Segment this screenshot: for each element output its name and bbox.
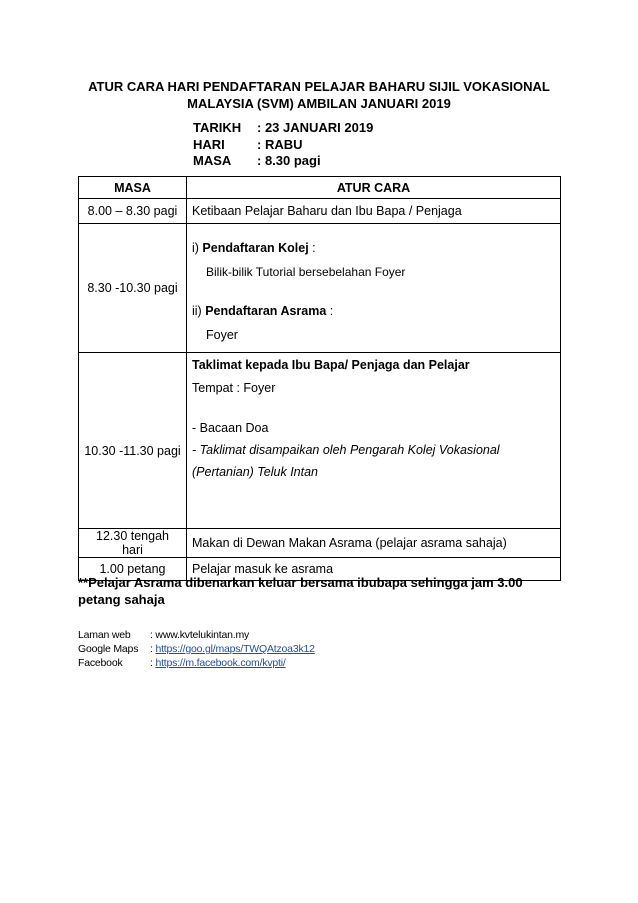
detail-value: : RABU: [257, 136, 303, 152]
google-maps-link[interactable]: https://goo.gl/maps/TWQAtzoa3k12: [155, 643, 315, 655]
row-activity: Pelajar masuk ke asrama: [187, 558, 561, 581]
note-line-2: petang sahaja: [78, 592, 165, 607]
detail-label: MASA: [193, 153, 232, 168]
briefing-item: - Taklimat disampaikan oleh Pengarah Kolej Vokasional: [192, 443, 500, 457]
registration-college: [192, 240, 555, 256]
briefing-item-cont: (Pertanian) Teluk Intan: [192, 465, 319, 479]
detail-value: : 8.30 pagi: [257, 153, 321, 168]
website-value: : www.kvtelukintan.my: [150, 629, 250, 641]
row-activity: Ketibaan Pelajar Baharu dan Ibu Bapa / Penjaga: [187, 199, 561, 224]
detail-day: [193, 137, 373, 154]
row-time: 1.00 petang: [79, 558, 187, 581]
briefing-item: - Bacaan Doa: [192, 421, 269, 435]
column-header-programme: ATUR CARA: [187, 177, 561, 199]
row-time: 10.30 -11.30 pagi: [79, 353, 187, 529]
item-location: Foyer: [206, 327, 238, 342]
registration-hostel: [192, 303, 555, 319]
detail-value: : 23 JANUARI 2019: [257, 120, 374, 135]
briefing-heading: Taklimat kepada Ibu Bapa/ Penjaga dan Pelajar: [192, 358, 470, 372]
link-colon: :: [150, 657, 153, 669]
table-row: [79, 199, 561, 224]
note-line-1: **Pelajar Asrama dibenarkan keluar bersama ibubapa sehingga jam 3.00: [78, 575, 523, 590]
detail-date: [193, 120, 373, 137]
briefing-place: Tempat : Foyer: [192, 381, 276, 395]
row-activity: Makan di Dewan Makan Asrama (pelajar asrama sahaja): [187, 529, 561, 558]
maps-row: [78, 642, 315, 656]
item-number: ii): [192, 303, 206, 318]
row-activity: [187, 224, 561, 353]
contact-links: [78, 628, 315, 670]
detail-label: HARI: [193, 136, 225, 152]
item-location: Bilik-bilik Tutorial bersebelahan Foyer: [206, 264, 406, 279]
title-line-2: MALAYSIA (SVM) AMBILAN JANUARI 2019: [187, 96, 451, 111]
detail-time: [193, 153, 373, 170]
table-row: [79, 224, 561, 353]
facebook-row: [78, 656, 315, 670]
table-row: [79, 353, 561, 529]
detail-label: TARIKH: [193, 120, 242, 135]
link-label: Facebook: [78, 657, 123, 669]
column-header-time: MASA: [79, 177, 187, 199]
website-row: [78, 628, 315, 642]
link-colon: :: [150, 643, 153, 655]
table-header-row: [79, 177, 561, 199]
link-label: Google Maps: [78, 643, 139, 655]
hostel-note: [78, 574, 548, 608]
item-colon: :: [308, 240, 316, 255]
title-line-1: ATUR CARA HARI PENDAFTARAN PELAJAR BAHARU SIJIL VOKASIONAL: [88, 79, 550, 94]
item-colon: :: [326, 303, 334, 318]
link-label: Laman web: [78, 629, 131, 641]
item-title: Pendaftaran Kolej: [202, 240, 309, 255]
facebook-link[interactable]: https://m.facebook.com/kvpti/: [155, 657, 286, 669]
item-number: i): [192, 240, 203, 255]
row-activity: [187, 353, 561, 529]
document-title: [78, 78, 560, 112]
row-time: 12.30 tengah hari: [79, 529, 187, 558]
row-time: 8.00 – 8.30 pagi: [79, 199, 187, 224]
table-row: [79, 529, 561, 558]
schedule-table: [78, 176, 561, 581]
row-time: 8.30 -10.30 pagi: [79, 224, 187, 353]
event-details: [193, 120, 373, 170]
item-title: Pendaftaran Asrama: [205, 303, 327, 318]
